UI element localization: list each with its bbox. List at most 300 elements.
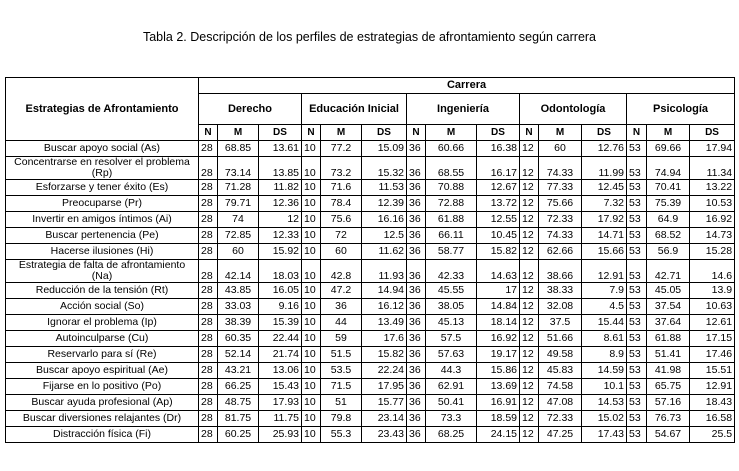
mean-cell: 42.8 [321,260,362,283]
table-row [6,363,735,379]
mean-cell: 74.94 [647,157,690,180]
mean-cell: 68.25 [426,427,477,443]
n-cell: 28 [199,212,218,228]
mean-cell: 81.75 [218,411,259,427]
sd-cell: 23.14 [362,411,407,427]
n-cell: 28 [199,196,218,212]
mean-cell: 75.39 [647,196,690,212]
n-cell: 12 [520,411,539,427]
mean-cell: 75.66 [539,196,582,212]
mean-cell: 62.91 [426,379,477,395]
n-cell: 53 [627,347,647,363]
mean-cell: 57.63 [426,347,477,363]
sd-cell: 14.6 [690,260,735,283]
sd-cell: 22.24 [362,363,407,379]
mean-cell: 45.13 [426,315,477,331]
sd-cell: 15.32 [362,157,407,180]
n-cell: 36 [407,180,426,196]
mean-cell: 68.55 [426,157,477,180]
career-header: Ingeniería [407,94,520,125]
mean-cell: 79.8 [321,411,362,427]
mean-cell: 51 [321,395,362,411]
n-cell: 36 [407,244,426,260]
career-header: Derecho [199,94,302,125]
mean-cell: 51.41 [647,347,690,363]
sd-cell: 13.61 [259,141,302,157]
n-cell: 36 [407,196,426,212]
mean-cell: 72.88 [426,196,477,212]
mean-cell: 71.28 [218,180,259,196]
n-cell: 12 [520,212,539,228]
sd-cell: 16.16 [362,212,407,228]
strategy-label: Fijarse en lo positivo (Po) [6,379,199,395]
mean-cell: 45.05 [647,283,690,299]
strategy-label: Estrategia de falta de afrontamiento (Na) [6,260,199,283]
mean-cell: 47.08 [539,395,582,411]
table-row [6,331,735,347]
n-cell: 10 [302,315,321,331]
n-cell: 28 [199,315,218,331]
sd-cell: 17.15 [690,331,735,347]
n-cell: 12 [520,347,539,363]
n-cell: 36 [407,212,426,228]
n-cell: 10 [302,347,321,363]
sd-cell: 15.43 [259,379,302,395]
n-cell: 53 [627,427,647,443]
subheader-n: N [302,125,321,141]
sd-cell: 10.45 [477,228,520,244]
mean-cell: 62.66 [539,244,582,260]
sd-cell: 11.93 [362,260,407,283]
subheader-n: N [520,125,539,141]
mean-cell: 45.83 [539,363,582,379]
mean-cell: 73.14 [218,157,259,180]
mean-cell: 41.98 [647,363,690,379]
n-cell: 36 [407,427,426,443]
sd-cell: 12.5 [362,228,407,244]
table-row [6,260,735,283]
career-header: Psicología [627,94,735,125]
n-cell: 28 [199,363,218,379]
mean-cell: 60.25 [218,427,259,443]
strategy-label: Buscar ayuda profesional (Ap) [6,395,199,411]
sd-cell: 12 [259,212,302,228]
mean-cell: 72.85 [218,228,259,244]
mean-cell: 37.64 [647,315,690,331]
sd-cell: 8.9 [582,347,627,363]
sd-cell: 17.46 [690,347,735,363]
n-cell: 10 [302,141,321,157]
n-cell: 36 [407,157,426,180]
mean-cell: 73.2 [321,157,362,180]
sd-cell: 4.5 [582,299,627,315]
sd-cell: 11.75 [259,411,302,427]
sd-cell: 7.9 [582,283,627,299]
sd-cell: 13.9 [690,283,735,299]
sd-cell: 15.82 [362,347,407,363]
n-cell: 28 [199,157,218,180]
n-cell: 10 [302,299,321,315]
mean-cell: 70.41 [647,180,690,196]
sd-cell: 15.44 [582,315,627,331]
n-cell: 28 [199,283,218,299]
n-cell: 36 [407,363,426,379]
mean-cell: 55.3 [321,427,362,443]
subheader-m: M [426,125,477,141]
sd-cell: 16.38 [477,141,520,157]
n-cell: 53 [627,299,647,315]
n-cell: 53 [627,315,647,331]
n-cell: 53 [627,244,647,260]
mean-cell: 42.71 [647,260,690,283]
strategy-label: Buscar apoyo social (As) [6,141,199,157]
n-cell: 12 [520,427,539,443]
mean-cell: 60 [321,244,362,260]
sd-cell: 14.53 [582,395,627,411]
n-cell: 12 [520,157,539,180]
n-cell: 53 [627,379,647,395]
sd-cell: 25.5 [690,427,735,443]
n-cell: 53 [627,260,647,283]
mean-cell: 51.5 [321,347,362,363]
table-row [6,427,735,443]
table-row [6,180,735,196]
sd-cell: 14.94 [362,283,407,299]
strategy-label: Reservarlo para sí (Re) [6,347,199,363]
mean-cell: 58.77 [426,244,477,260]
sd-cell: 9.16 [259,299,302,315]
table-row [6,299,735,315]
table-row [6,157,735,180]
subheader-ds: DS [582,125,627,141]
table-row [6,379,735,395]
mean-cell: 74.58 [539,379,582,395]
mean-cell: 48.75 [218,395,259,411]
n-cell: 10 [302,260,321,283]
sd-cell: 14.59 [582,363,627,379]
subheader-n: N [627,125,647,141]
n-cell: 53 [627,180,647,196]
sd-cell: 13.22 [690,180,735,196]
subheader-n: N [199,125,218,141]
table-row [6,315,735,331]
n-cell: 10 [302,180,321,196]
n-cell: 28 [199,427,218,443]
table-row [6,141,735,157]
mean-cell: 32.08 [539,299,582,315]
sd-cell: 14.63 [477,260,520,283]
mean-cell: 75.6 [321,212,362,228]
mean-cell: 72.33 [539,411,582,427]
n-cell: 10 [302,228,321,244]
n-cell: 53 [627,411,647,427]
sd-cell: 18.59 [477,411,520,427]
n-cell: 28 [199,260,218,283]
table-row [6,283,735,299]
mean-cell: 51.66 [539,331,582,347]
subheader-n: N [407,125,426,141]
n-cell: 12 [520,283,539,299]
sd-cell: 23.43 [362,427,407,443]
sd-cell: 17.93 [259,395,302,411]
n-cell: 53 [627,157,647,180]
strategy-label: Acción social (So) [6,299,199,315]
sd-cell: 10.63 [690,299,735,315]
sd-cell: 17.95 [362,379,407,395]
row-header: Estrategias de Afrontamiento [6,78,199,141]
sd-cell: 18.14 [477,315,520,331]
mean-cell: 38.66 [539,260,582,283]
n-cell: 12 [520,141,539,157]
n-cell: 53 [627,196,647,212]
sd-cell: 15.09 [362,141,407,157]
n-cell: 53 [627,212,647,228]
n-cell: 53 [627,283,647,299]
subheader-m: M [321,125,362,141]
mean-cell: 78.4 [321,196,362,212]
n-cell: 10 [302,196,321,212]
mean-cell: 72.33 [539,212,582,228]
sd-cell: 18.43 [690,395,735,411]
career-header: Odontología [520,94,627,125]
mean-cell: 52.14 [218,347,259,363]
n-cell: 28 [199,228,218,244]
strategy-label: Invertir en amigos íntimos (Ai) [6,212,199,228]
n-cell: 10 [302,395,321,411]
mean-cell: 42.14 [218,260,259,283]
mean-cell: 65.75 [647,379,690,395]
mean-cell: 60 [539,141,582,157]
n-cell: 28 [199,244,218,260]
subheader-m: M [218,125,259,141]
mean-cell: 66.25 [218,379,259,395]
n-cell: 28 [199,331,218,347]
sd-cell: 12.45 [582,180,627,196]
n-cell: 12 [520,315,539,331]
n-cell: 36 [407,141,426,157]
mean-cell: 37.5 [539,315,582,331]
mean-cell: 47.2 [321,283,362,299]
strategy-label: Autoinculparse (Cu) [6,331,199,347]
table-row [6,212,735,228]
n-cell: 36 [407,331,426,347]
sd-cell: 10.53 [690,196,735,212]
sd-cell: 21.74 [259,347,302,363]
mean-cell: 50.41 [426,395,477,411]
mean-cell: 77.2 [321,141,362,157]
n-cell: 36 [407,283,426,299]
sd-cell: 17 [477,283,520,299]
sd-cell: 14.71 [582,228,627,244]
sd-cell: 16.12 [362,299,407,315]
subheader-m: M [539,125,582,141]
n-cell: 10 [302,363,321,379]
sd-cell: 11.53 [362,180,407,196]
n-cell: 10 [302,411,321,427]
strategy-label: Reducción de la tensión (Rt) [6,283,199,299]
mean-cell: 37.54 [647,299,690,315]
mean-cell: 57.16 [647,395,690,411]
mean-cell: 71.5 [321,379,362,395]
subheader-ds: DS [690,125,735,141]
mean-cell: 33.03 [218,299,259,315]
sd-cell: 11.82 [259,180,302,196]
n-cell: 12 [520,395,539,411]
n-cell: 28 [199,379,218,395]
sd-cell: 17.43 [582,427,627,443]
sd-cell: 17.94 [690,141,735,157]
mean-cell: 73.3 [426,411,477,427]
sd-cell: 13.72 [477,196,520,212]
n-cell: 53 [627,363,647,379]
sd-cell: 25.93 [259,427,302,443]
strategy-label: Buscar apoyo espiritual (Ae) [6,363,199,379]
sd-cell: 12.55 [477,212,520,228]
sd-cell: 13.85 [259,157,302,180]
sd-cell: 13.49 [362,315,407,331]
mean-cell: 76.73 [647,411,690,427]
n-cell: 53 [627,331,647,347]
n-cell: 10 [302,427,321,443]
n-cell: 10 [302,283,321,299]
sd-cell: 15.86 [477,363,520,379]
n-cell: 36 [407,228,426,244]
sd-cell: 12.91 [690,379,735,395]
n-cell: 12 [520,331,539,347]
mean-cell: 49.58 [539,347,582,363]
mean-cell: 77.33 [539,180,582,196]
subheader-ds: DS [259,125,302,141]
strategy-label: Buscar pertenencia (Pe) [6,228,199,244]
table-row [6,395,735,411]
mean-cell: 38.39 [218,315,259,331]
mean-cell: 54.67 [647,427,690,443]
sd-cell: 16.92 [477,331,520,347]
mean-cell: 38.33 [539,283,582,299]
n-cell: 28 [199,299,218,315]
sd-cell: 16.58 [690,411,735,427]
strategy-label: Preocuparse (Pr) [6,196,199,212]
sd-cell: 7.32 [582,196,627,212]
sd-cell: 15.77 [362,395,407,411]
sd-cell: 14.73 [690,228,735,244]
mean-cell: 57.5 [426,331,477,347]
sd-cell: 13.06 [259,363,302,379]
n-cell: 10 [302,331,321,347]
sd-cell: 12.61 [690,315,735,331]
sd-cell: 11.99 [582,157,627,180]
sd-cell: 14.84 [477,299,520,315]
mean-cell: 42.33 [426,260,477,283]
sd-cell: 15.02 [582,411,627,427]
n-cell: 10 [302,244,321,260]
table-row [6,228,735,244]
n-cell: 10 [302,157,321,180]
sd-cell: 13.69 [477,379,520,395]
n-cell: 28 [199,347,218,363]
mean-cell: 60.35 [218,331,259,347]
n-cell: 28 [199,411,218,427]
sd-cell: 15.92 [259,244,302,260]
mean-cell: 72 [321,228,362,244]
mean-cell: 74 [218,212,259,228]
n-cell: 12 [520,379,539,395]
n-cell: 36 [407,411,426,427]
sd-cell: 12.67 [477,180,520,196]
sd-cell: 15.39 [259,315,302,331]
sd-cell: 16.92 [690,212,735,228]
mean-cell: 69.66 [647,141,690,157]
mean-cell: 53.5 [321,363,362,379]
strategy-label: Concentrarse en resolver el problema (Rp) [6,157,199,180]
table-row [6,347,735,363]
mean-cell: 61.88 [426,212,477,228]
sd-cell: 8.61 [582,331,627,347]
sd-cell: 15.82 [477,244,520,260]
mean-cell: 70.88 [426,180,477,196]
sd-cell: 12.33 [259,228,302,244]
subheader-ds: DS [362,125,407,141]
mean-cell: 61.88 [647,331,690,347]
mean-cell: 66.11 [426,228,477,244]
sd-cell: 12.76 [582,141,627,157]
sd-cell: 12.39 [362,196,407,212]
mean-cell: 44 [321,315,362,331]
n-cell: 28 [199,141,218,157]
mean-cell: 60 [218,244,259,260]
sd-cell: 17.92 [582,212,627,228]
mean-cell: 74.33 [539,228,582,244]
group-header: Carrera [199,78,735,94]
strategy-label: Esforzarse y tener éxito (Es) [6,180,199,196]
sd-cell: 19.17 [477,347,520,363]
subheader-ds: DS [477,125,520,141]
n-cell: 28 [199,180,218,196]
mean-cell: 71.6 [321,180,362,196]
sd-cell: 15.66 [582,244,627,260]
sd-cell: 12.36 [259,196,302,212]
table-row [6,411,735,427]
n-cell: 36 [407,299,426,315]
mean-cell: 59 [321,331,362,347]
n-cell: 12 [520,363,539,379]
sd-cell: 16.17 [477,157,520,180]
table-row [6,244,735,260]
sd-cell: 10.1 [582,379,627,395]
sd-cell: 11.62 [362,244,407,260]
n-cell: 12 [520,299,539,315]
n-cell: 53 [627,141,647,157]
mean-cell: 56.9 [647,244,690,260]
mean-cell: 44.3 [426,363,477,379]
sd-cell: 16.91 [477,395,520,411]
mean-cell: 74.33 [539,157,582,180]
coping-strategies-table [5,77,735,443]
n-cell: 10 [302,379,321,395]
mean-cell: 45.55 [426,283,477,299]
mean-cell: 68.52 [647,228,690,244]
strategy-label: Hacerse ilusiones (Hi) [6,244,199,260]
sd-cell: 12.91 [582,260,627,283]
n-cell: 36 [407,395,426,411]
strategy-label: Distracción física (Fi) [6,427,199,443]
subheader-m: M [647,125,690,141]
mean-cell: 64.9 [647,212,690,228]
table-caption: Tabla 2. Descripción de los perfiles de estrategias de afrontamiento según carrera [142,30,597,44]
n-cell: 36 [407,260,426,283]
sd-cell: 16.05 [259,283,302,299]
sd-cell: 17.6 [362,331,407,347]
